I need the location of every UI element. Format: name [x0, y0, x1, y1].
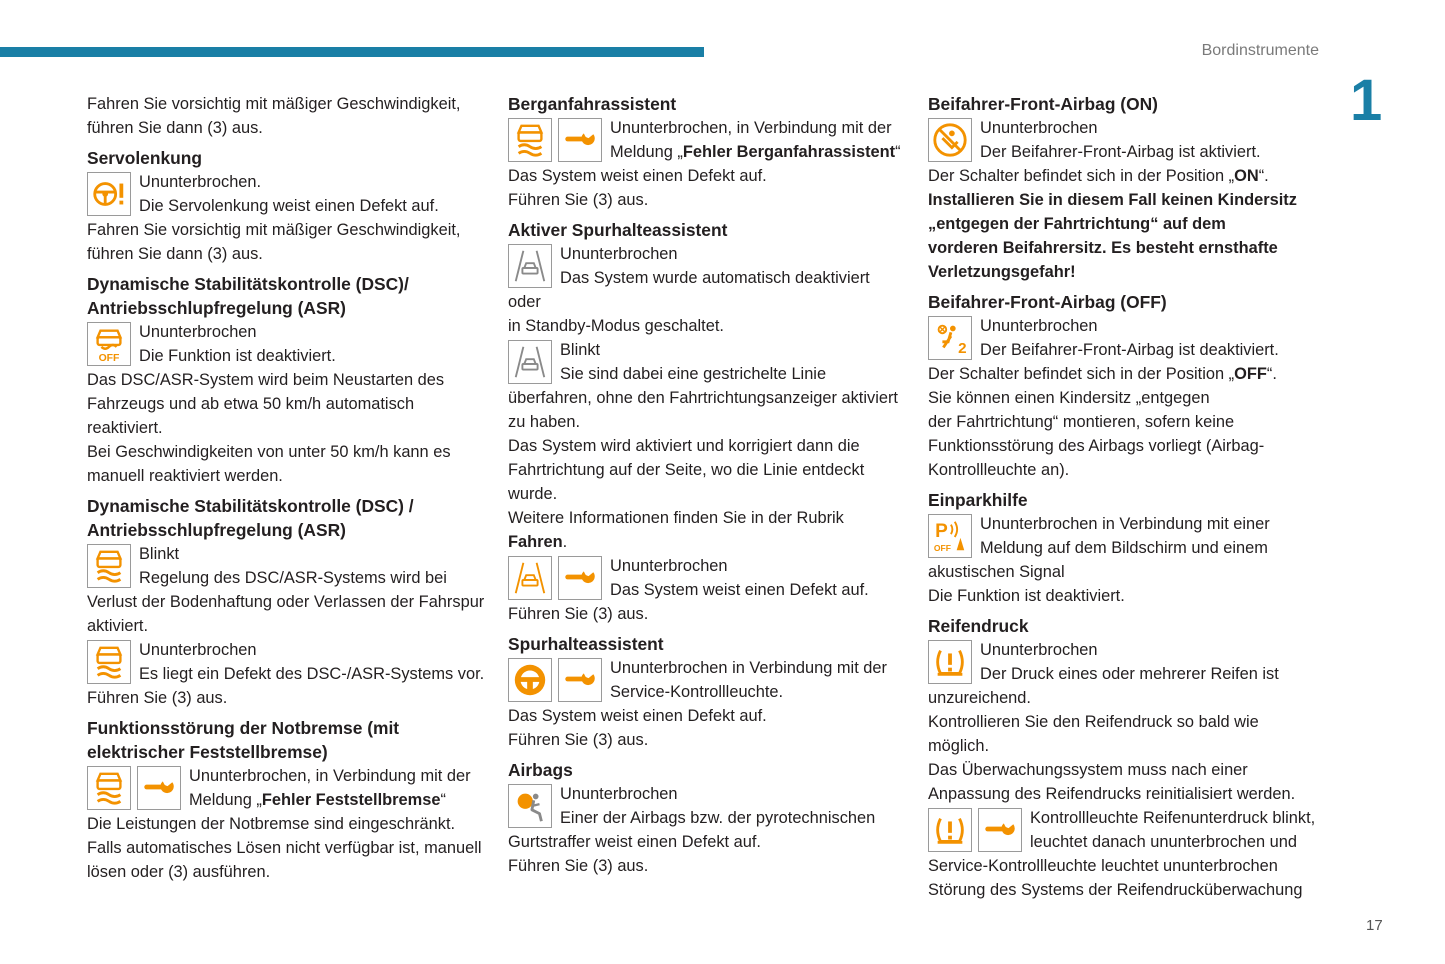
text-run: Meldung „ — [610, 143, 683, 161]
text-run: “ — [895, 143, 901, 161]
body-text: Das System weist einen Defekt auf. — [508, 167, 767, 185]
body-text: Ununterbrochen — [560, 245, 678, 263]
section-title-notbremse — [87, 716, 487, 764]
section-header: Bordinstrumente — [1201, 42, 1319, 59]
body-text — [928, 362, 1323, 386]
icon-group — [928, 808, 1022, 852]
dsc-icon — [87, 544, 131, 588]
icon-group — [508, 244, 552, 288]
body-text: Service-Kontrollleuchte. — [610, 683, 784, 701]
service-wrench-icon — [978, 808, 1022, 852]
section-title-dsc-off — [87, 272, 487, 320]
column-3 — [928, 92, 1323, 902]
text-run: Der Schalter befindet sich in der Position „ — [928, 167, 1235, 185]
service-wrench-icon — [558, 658, 602, 702]
text-run: OFF — [1234, 365, 1267, 383]
icon-text: P — [935, 520, 948, 542]
body-text: Störung des Systems der Reifendrucküberwachung — [928, 881, 1303, 899]
body-text: der Fahrtrichtung“ montieren, sofern keine — [928, 413, 1235, 431]
body-text: Blinkt — [560, 341, 601, 359]
body-text: Meldung auf dem Bildschirm und einem — [980, 539, 1268, 557]
body-text: Verlust der Bodenhaftung oder Verlassen der Fahrspur — [87, 593, 485, 611]
body-text: Kontrollleuchte Reifenunterdruck blinkt, — [1030, 809, 1316, 827]
body-text: Ununterbrochen. — [139, 173, 262, 191]
body-text: Führen Sie (3) aus. — [508, 191, 649, 209]
dsc-icon — [508, 118, 552, 162]
body-text: Ununterbrochen — [980, 641, 1098, 659]
text-run: Weitere Informationen finden Sie in der Rubrik — [508, 509, 844, 527]
body-text: Das Überwachungssystem muss nach einer — [928, 761, 1248, 779]
dsc-off-icon — [87, 322, 131, 366]
body-text: führen Sie dann (3) aus. — [87, 245, 263, 263]
text-run: Fehler Berganfahrassistent — [682, 143, 896, 161]
icon-group — [508, 118, 602, 162]
title-line: Dynamische Stabilitätskontrolle (DSC) / — [87, 496, 414, 516]
text-run: . — [562, 533, 568, 551]
body-text: Bei Geschwindigkeiten von unter 50 km/h kann es — [87, 443, 451, 461]
body-text: Ununterbrochen — [560, 785, 678, 803]
dsc-icon — [87, 640, 131, 684]
body-text: Falls automatisches Lösen nicht verfügbar ist, manuell — [87, 839, 482, 857]
column-1 — [87, 92, 487, 884]
section-title-airbag-on: Beifahrer-Front-Airbag (ON) — [928, 94, 1158, 114]
body-text: Führen Sie (3) aus. — [508, 731, 649, 749]
body-text: Fahren Sie vorsichtig mit mäßiger Geschwindigkeit, — [87, 95, 461, 113]
title-line: Dynamische Stabilitätskontrolle (DSC)/ — [87, 274, 409, 294]
icon-group — [928, 514, 972, 558]
body-text — [928, 164, 1323, 188]
icon-text: 2 — [958, 340, 967, 357]
body-text: Fahrtrichtung auf der Seite, wo die Linie entdeckt — [508, 461, 865, 479]
body-text: Kontrollleuchte an). — [928, 461, 1070, 479]
body-text: führen Sie dann (3) aus. — [87, 119, 263, 137]
lane-assist-orange-icon — [508, 556, 552, 600]
body-text: Ununterbrochen in Verbindung mit der — [610, 659, 887, 677]
icon-group — [928, 640, 972, 684]
body-text: Ununterbrochen — [139, 641, 257, 659]
section-title-servolenkung: Servolenkung — [87, 148, 203, 168]
body-text: Die Servolenkung weist einen Defekt auf. — [139, 197, 439, 215]
body-text: Funktionsstörung des Airbags vorliegt (Airbag- — [928, 437, 1265, 455]
body-text: Sie sind dabei eine gestrichelte Linie — [560, 365, 827, 383]
body-text: Führen Sie (3) aus. — [508, 605, 649, 623]
body-text: Die Leistungen der Notbremse sind eingeschränkt. — [87, 815, 456, 833]
body-text: Einer der Airbags bzw. der pyrotechnischen — [560, 809, 876, 827]
lane-assist-icon — [508, 340, 552, 384]
service-wrench-icon — [137, 766, 181, 810]
body-text: aktiviert. — [87, 617, 149, 635]
body-text: reaktiviert. — [87, 419, 163, 437]
warning-text: „entgegen der Fahrtrichtung“ auf dem — [928, 215, 1226, 233]
body-text: manuell reaktiviert werden. — [87, 467, 283, 485]
body-text: Führen Sie (3) aus. — [508, 857, 649, 875]
body-text: leuchtet danach ununterbrochen und — [1030, 833, 1298, 851]
body-text: Fahrzeugs und ab etwa 50 km/h automatisch — [87, 395, 415, 413]
icon-group — [928, 316, 972, 360]
icon-group — [508, 340, 552, 384]
icon-group — [508, 556, 602, 600]
body-text: in Standby-Modus geschaltet. — [508, 317, 724, 335]
body-text: Der Druck eines oder mehrerer Reifen ist — [980, 665, 1279, 683]
section-title-spurhalteassistent: Spurhalteassistent — [508, 634, 664, 654]
section-title-airbag-off: Beifahrer-Front-Airbag (OFF) — [928, 292, 1167, 312]
lane-assist-icon — [508, 244, 552, 288]
icon-text: OFF — [98, 353, 120, 363]
body-text: unzureichend. — [928, 689, 1031, 707]
icon-group — [928, 118, 972, 162]
body-text: wurde. — [508, 485, 558, 503]
body-text: lösen oder (3) ausführen. — [87, 863, 271, 881]
body-text: Kontrollieren Sie den Reifendruck so bald wie möglich. — [928, 713, 1259, 755]
icon-group — [508, 784, 552, 828]
body-text: Gurtstraffer weist einen Defekt auf. — [508, 833, 761, 851]
service-wrench-icon — [558, 556, 602, 600]
text-run: Fahren — [508, 533, 563, 551]
body-text: akustischen Signal — [928, 563, 1065, 581]
body-text: Der Beifahrer-Front-Airbag ist deaktiviert. — [980, 341, 1279, 359]
dsc-icon — [87, 766, 131, 810]
body-text: Das DSC/ASR-System wird beim Neustarten des — [87, 371, 445, 389]
text-run: Der Schalter befindet sich in der Position „ — [928, 365, 1235, 383]
body-text: Das System weist einen Defekt auf. — [610, 581, 869, 599]
header-accent-bar — [0, 47, 704, 57]
body-text: Der Beifahrer-Front-Airbag ist aktiviert. — [980, 143, 1261, 161]
body-text: Führen Sie (3) aus. — [87, 689, 228, 707]
section-title-airbags: Airbags — [508, 760, 573, 780]
text-run: Fehler Feststellbremse — [261, 791, 441, 809]
text-run: “ — [440, 791, 446, 809]
text-run: “. — [1258, 167, 1269, 185]
body-text: Ununterbrochen, in Verbindung mit der — [610, 119, 892, 137]
page-number: 17 — [1366, 917, 1383, 934]
body-text: Das System wurde automatisch deaktiviert oder — [508, 269, 870, 311]
icon-group — [87, 766, 181, 810]
parking-sensor-off-icon — [928, 514, 972, 558]
icon-group — [87, 322, 131, 366]
body-text: Das System wird aktiviert und korrigiert dann die — [508, 437, 860, 455]
body-text: Fahren Sie vorsichtig mit mäßiger Geschwindigkeit, — [87, 221, 461, 239]
body-text: Ununterbrochen — [610, 557, 728, 575]
body-text: Ununterbrochen — [139, 323, 257, 341]
body-text: Das System weist einen Defekt auf. — [508, 707, 767, 725]
warning-text: Verletzungsgefahr! — [928, 263, 1076, 281]
icon-group — [87, 544, 131, 588]
text-run: “. — [1266, 365, 1277, 383]
column-2 — [508, 92, 906, 878]
tire-pressure-icon — [928, 640, 972, 684]
airbag-off-icon — [928, 316, 972, 360]
section-title-berganfahrassistent: Berganfahrassistent — [508, 94, 677, 114]
chapter-number: 1 — [1350, 68, 1383, 133]
body-text: zu haben. — [508, 413, 580, 431]
section-title-aktiver-spurhalteassistent: Aktiver Spurhalteassistent — [508, 220, 728, 240]
title-line: elektrischer Feststellbremse) — [87, 742, 328, 762]
text-run: Meldung „ — [189, 791, 262, 809]
service-wrench-icon — [558, 118, 602, 162]
body-text: Regelung des DSC/ASR-Systems wird bei — [139, 569, 447, 587]
tire-pressure-icon — [928, 808, 972, 852]
section-title-reifendruck: Reifendruck — [928, 616, 1029, 636]
steering-warning-icon — [87, 172, 131, 216]
body-text: Die Funktion ist deaktiviert. — [928, 587, 1125, 605]
section-title-dsc — [87, 494, 487, 542]
title-line: Antriebsschlupfregelung (ASR) — [87, 298, 346, 318]
body-text: Ununterbrochen, in Verbindung mit der — [189, 767, 471, 785]
section-title-einparkhilfe: Einparkhilfe — [928, 490, 1028, 510]
icon-group — [508, 658, 602, 702]
body-text: Blinkt — [139, 545, 180, 563]
icon-group — [87, 640, 131, 684]
title-line: Funktionsstörung der Notbremse (mit — [87, 718, 400, 738]
icon-group — [87, 172, 131, 216]
icon-text: OFF — [933, 543, 951, 554]
warning-text: vorderen Beifahrersitz. Es besteht ernsthafte — [928, 239, 1278, 257]
body-text: Ununterbrochen — [980, 119, 1098, 137]
body-text: Anpassung des Reifendrucks reinitialisiert werden. — [928, 785, 1296, 803]
warning-text: Installieren Sie in diesem Fall keinen Kindersitz — [928, 191, 1297, 209]
body-text: Ununterbrochen in Verbindung mit einer — [980, 515, 1270, 533]
body-text: Sie können einen Kindersitz „entgegen — [928, 389, 1210, 407]
body-text: überfahren, ohne den Fahrtrichtungsanzeiger aktiviert — [508, 389, 898, 407]
steering-wheel-icon — [508, 658, 552, 702]
body-text: Es liegt ein Defekt des DSC-/ASR-Systems vor. — [139, 665, 485, 683]
body-text: Die Funktion ist deaktiviert. — [139, 347, 336, 365]
body-text: Service-Kontrollleuchte leuchtet ununterbrochen — [928, 857, 1278, 875]
airbag-icon — [508, 784, 552, 828]
text-run: ON — [1234, 167, 1259, 185]
body-text — [508, 506, 906, 554]
title-line: Antriebsschlupfregelung (ASR) — [87, 520, 346, 540]
child-seat-prohibited-icon — [928, 118, 972, 162]
body-text: Ununterbrochen — [980, 317, 1098, 335]
